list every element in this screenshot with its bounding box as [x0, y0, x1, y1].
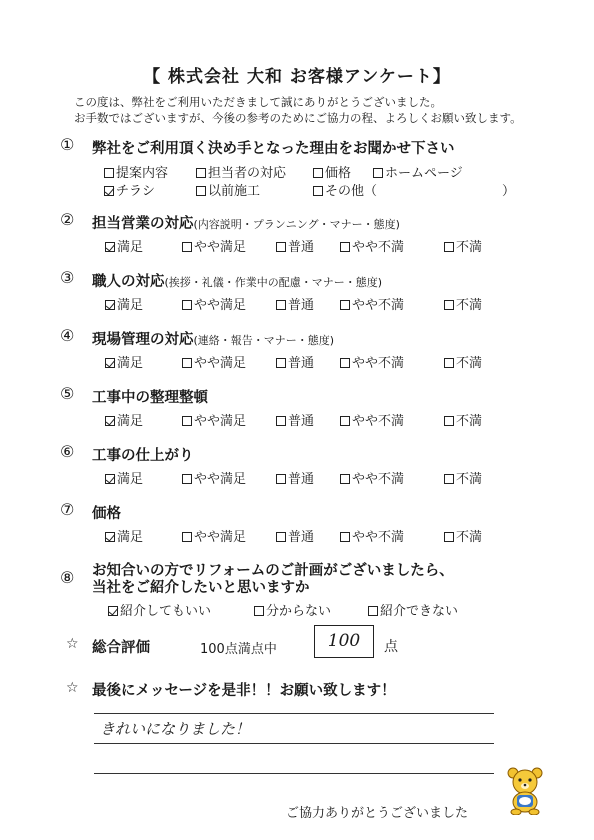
option-label: やや満足	[194, 472, 247, 487]
q6-option-somewhat-satisfied[interactable]	[182, 468, 246, 487]
option-label: やや満足	[194, 414, 247, 429]
question-sublabel: (連絡・報告・マナー・態度)	[193, 334, 335, 347]
checked-checkbox-icon	[105, 474, 115, 484]
message-prompt: 最後にメッセージを是非！！お願い致します！	[92, 683, 396, 699]
q5-option-dissatisfied[interactable]	[444, 410, 482, 429]
option-label: 不満	[456, 530, 483, 545]
q2-option-dissatisfied[interactable]	[444, 236, 482, 255]
checked-checkbox-icon	[105, 300, 115, 310]
checkbox-icon	[276, 358, 286, 368]
q7-option-neutral[interactable]	[276, 526, 314, 545]
checkbox-icon	[182, 358, 192, 368]
option-label: 満足	[117, 356, 144, 371]
q7-option-dissatisfied[interactable]	[444, 526, 482, 545]
option-label: やや満足	[194, 298, 247, 313]
question-label: 工事中の整理整頓	[92, 390, 208, 406]
checkbox-icon	[373, 168, 383, 178]
q1-other-close-paren: ）	[502, 184, 516, 199]
q3-option-somewhat-dissatisfied[interactable]	[340, 294, 404, 313]
q5-text	[92, 386, 208, 407]
option-label: 分からない	[266, 604, 332, 619]
q8-option-no[interactable]	[368, 600, 458, 619]
checked-checkbox-icon	[104, 186, 114, 196]
message-line	[94, 713, 494, 714]
q6-option-dissatisfied[interactable]	[444, 468, 482, 487]
message-line	[94, 743, 494, 744]
option-label: 普通	[288, 298, 315, 313]
message-line	[94, 773, 494, 774]
q1-option-flyer[interactable]	[104, 180, 155, 199]
q3-option-satisfied[interactable]	[105, 294, 143, 313]
checkbox-icon	[104, 168, 114, 178]
q8-text-line-2: 当社をご紹介したいと思いますか	[92, 580, 310, 596]
q1-number: ①	[60, 135, 75, 154]
checkbox-icon	[276, 532, 286, 542]
checkbox-icon	[444, 242, 454, 252]
q4-option-neutral[interactable]	[276, 352, 314, 371]
bear-mascot-icon	[504, 765, 546, 815]
q4-option-somewhat-satisfied[interactable]	[182, 352, 246, 371]
option-label: やや満足	[194, 356, 247, 371]
overall-scale: 100点満点中	[200, 642, 277, 657]
q4-option-satisfied[interactable]	[105, 352, 143, 371]
q4-text	[92, 328, 334, 349]
option-label: 不満	[456, 356, 483, 371]
q4-option-dissatisfied[interactable]	[444, 352, 482, 371]
q1-option-homepage[interactable]	[373, 162, 463, 181]
option-label: 普通	[288, 472, 315, 487]
q4-number: ④	[60, 326, 75, 345]
option-label: 提案内容	[116, 166, 169, 181]
q3-option-neutral[interactable]	[276, 294, 314, 313]
option-label: 不満	[456, 298, 483, 313]
question-label: 現場管理の対応	[92, 332, 194, 348]
option-label: やや不満	[352, 298, 405, 313]
question-label: 担当営業の対応	[92, 216, 194, 232]
intro-line-1: この度は、弊社をご利用いただきまして誠にありがとうございました。	[74, 95, 442, 109]
checkbox-icon	[444, 474, 454, 484]
checkbox-icon	[444, 532, 454, 542]
option-label: やや満足	[194, 530, 247, 545]
q1-option-proposal[interactable]	[104, 162, 168, 181]
q2-option-somewhat-dissatisfied[interactable]	[340, 236, 404, 255]
q5-number: ⑤	[60, 384, 75, 403]
q8-text-line-1: お知合いの方でリフォームのご計画がございましたら、	[92, 563, 454, 579]
option-label: 価格	[325, 166, 352, 181]
q8-option-unsure[interactable]	[254, 600, 331, 619]
checkbox-icon	[313, 186, 323, 196]
option-label: その他（	[325, 184, 378, 199]
checked-checkbox-icon	[108, 606, 118, 616]
checked-checkbox-icon	[105, 416, 115, 426]
footer-thanks: ご協力ありがとうございました	[286, 806, 469, 821]
checked-checkbox-icon	[105, 532, 115, 542]
star-icon: ☆	[66, 680, 79, 696]
option-label: 普通	[288, 356, 315, 371]
score-field[interactable]: 100	[314, 625, 374, 658]
checkbox-icon	[340, 416, 350, 426]
message-response[interactable]: きれいになりました！	[100, 720, 251, 738]
question-sublabel: (挨拶・礼儀・作業中の配慮・マナー・態度)	[164, 276, 383, 289]
option-label: やや不満	[352, 414, 405, 429]
q3-option-somewhat-satisfied[interactable]	[182, 294, 246, 313]
checkbox-icon	[444, 300, 454, 310]
q7-text	[92, 502, 121, 523]
q7-number: ⑦	[60, 500, 75, 519]
option-label: やや不満	[352, 240, 405, 255]
option-label: やや不満	[352, 356, 405, 371]
option-label: 満足	[117, 414, 144, 429]
star-icon: ☆	[66, 636, 79, 652]
option-label: 普通	[288, 414, 315, 429]
option-label: 不満	[456, 240, 483, 255]
intro-line-2: お手数ではございますが、今後の参考のためにご協力の程、よろしくお願い致します。	[74, 111, 522, 125]
option-label: 紹介してもいい	[120, 604, 212, 619]
q2-number: ②	[60, 210, 75, 229]
q2-option-neutral[interactable]	[276, 236, 314, 255]
overall-label: 総合評価	[92, 640, 150, 656]
q7-option-somewhat-satisfied[interactable]	[182, 526, 246, 545]
q8-option-yes[interactable]	[108, 600, 211, 619]
option-label: 以前施工	[208, 184, 261, 199]
checkbox-icon	[182, 242, 192, 252]
checkbox-icon	[182, 416, 192, 426]
q1-text: 弊社をご利用頂く決め手となった理由をお聞かせ下さい	[92, 141, 455, 157]
q3-option-dissatisfied[interactable]	[444, 294, 482, 313]
option-label: 不満	[456, 414, 483, 429]
question-label: 価格	[92, 506, 121, 522]
checkbox-icon	[196, 186, 206, 196]
q7-option-somewhat-dissatisfied[interactable]	[340, 526, 404, 545]
checkbox-icon	[340, 300, 350, 310]
q1-option-other[interactable]	[313, 180, 377, 199]
option-label: ホームページ	[385, 166, 463, 181]
q7-option-satisfied[interactable]	[105, 526, 143, 545]
checkbox-icon	[182, 532, 192, 542]
q6-number: ⑥	[60, 442, 75, 461]
checkbox-icon	[340, 242, 350, 252]
q3-text	[92, 270, 382, 291]
checkbox-icon	[254, 606, 264, 616]
option-label: 不満	[456, 472, 483, 487]
option-label: 満足	[117, 240, 144, 255]
checkbox-icon	[182, 300, 192, 310]
option-label: 普通	[288, 530, 315, 545]
checkbox-icon	[340, 474, 350, 484]
option-label: 紹介できない	[380, 604, 459, 619]
checkbox-icon	[313, 168, 323, 178]
option-label: やや満足	[194, 240, 247, 255]
q3-number: ③	[60, 268, 75, 287]
question-label: 工事の仕上がり	[92, 448, 194, 464]
score-unit: 点	[384, 639, 398, 655]
option-label: やや不満	[352, 472, 405, 487]
checkbox-icon	[276, 416, 286, 426]
option-label: やや不満	[352, 530, 405, 545]
q8-number: ⑧	[60, 568, 75, 587]
question-sublabel: (内容説明・プランニング・マナー・態度)	[193, 218, 400, 231]
checkbox-icon	[340, 532, 350, 542]
q5-option-neutral[interactable]	[276, 410, 314, 429]
checkbox-icon	[276, 474, 286, 484]
option-label: 普通	[288, 240, 315, 255]
option-label: 満足	[117, 472, 144, 487]
checkbox-icon	[196, 168, 206, 178]
question-label: 職人の対応	[92, 274, 165, 290]
q5-option-somewhat-dissatisfied[interactable]	[340, 410, 404, 429]
checkbox-icon	[444, 358, 454, 368]
q6-option-satisfied[interactable]	[105, 468, 143, 487]
q1-option-previous[interactable]	[196, 180, 260, 199]
q2-option-satisfied[interactable]	[105, 236, 143, 255]
checkbox-icon	[276, 242, 286, 252]
checkbox-icon	[444, 416, 454, 426]
checked-checkbox-icon	[105, 242, 115, 252]
q4-option-somewhat-dissatisfied[interactable]	[340, 352, 404, 371]
q6-option-somewhat-dissatisfied[interactable]	[340, 468, 404, 487]
survey-title: 【 株式会社 大和 お客様アンケート】	[143, 67, 451, 87]
q6-text	[92, 444, 194, 465]
checked-checkbox-icon	[105, 358, 115, 368]
checkbox-icon	[182, 474, 192, 484]
option-label: 担当者の対応	[208, 166, 287, 181]
q6-option-neutral[interactable]	[276, 468, 314, 487]
q5-option-satisfied[interactable]	[105, 410, 143, 429]
q2-option-somewhat-satisfied[interactable]	[182, 236, 246, 255]
q1-option-staff[interactable]	[196, 162, 286, 181]
checkbox-icon	[276, 300, 286, 310]
option-label: 満足	[117, 530, 144, 545]
option-label: 満足	[117, 298, 144, 313]
checkbox-icon	[340, 358, 350, 368]
q5-option-somewhat-satisfied[interactable]	[182, 410, 246, 429]
option-label: チラシ	[116, 184, 156, 199]
q1-option-price[interactable]	[313, 162, 351, 181]
checkbox-icon	[368, 606, 378, 616]
q2-text	[92, 212, 400, 233]
